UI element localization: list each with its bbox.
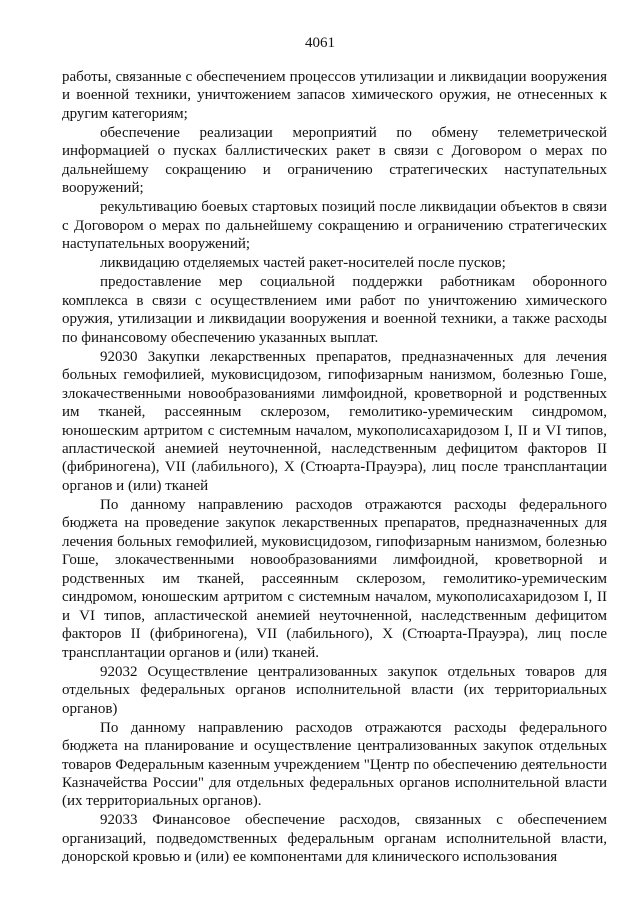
page-number: 4061 <box>305 35 335 51</box>
section-title: Финансовое обеспечение расходов, связанных с обеспечением организаций, подведомственных федеральным органам исполнительной власти, донорской кровью и (или) ее компонентами для клинического использования <box>62 812 608 866</box>
section-92030-heading <box>62 348 607 496</box>
section-code: 92033 <box>100 812 138 829</box>
paragraph-text: работы, связанные с обеспечением процессов утилизации и ликвидации вооружения и военной техники, уничтожением запасов химического оружия, не отнесенных к другим категориям; <box>62 69 607 122</box>
section-92030-description <box>62 496 607 662</box>
paragraph-3 <box>62 198 607 253</box>
section-code: 92032 <box>100 663 138 680</box>
section-code: 92030 <box>100 348 138 365</box>
paragraph-text: рекультивацию боевых стартовых позиций после ликвидации объектов в связи с Договором о мерах по дальнейшему сокращению и ограничению стратегических наступательных вооружений; <box>62 199 607 253</box>
section-92032-description <box>62 719 607 811</box>
paragraph-text: обеспечение реализации мероприятий по обмену телеметрической информацией о пусках баллистических ракет в связи с Договором о мерах по дальнейшему сокращению и ограничению стратегических наступательных вооружений; <box>62 124 607 197</box>
paragraph-text: По данному направлению расходов отражаются расходы федерального бюджета на планирование и осуществление централизованных закупок отдельных товаров Федеральным казенным учреждением "Центр по обеспечению деятельности Казначейства России" для отдельных федеральных органов исполнительной власти (их территориальных органов). <box>62 719 607 810</box>
section-title: Осуществление централизованных закупок отдельных товаров для отдельных федеральных органов исполнительной власти (их территориальных органов) <box>62 663 608 717</box>
paragraph-4 <box>62 254 607 272</box>
document-body <box>62 68 607 867</box>
paragraph-2 <box>62 124 607 198</box>
paragraph-text: предоставление мер социальной поддержки работникам оборонного комплекса в связи с осуществлением ими работ по уничтожению химического оружия, утилизации и ликвидации вооружения и военной техники, а также расходы по финансовому обеспечению указанных выплат. <box>62 274 607 346</box>
paragraph-1 <box>62 68 607 123</box>
section-title: Закупки лекарственных препаратов, предназначенных для лечения больных гемофилией, муковисцидозом, гипофизарным нанизмом, болезнью Гоше, злокачественными новообразованиями лимфоидной, кроветворной и родственных им тканей, рассеянным склерозом, гемолитико-уремическим синдромом, юношеским артритом с системным началом, мукополисахаридозом I, II и VI типов, апластической анемией неуточненной, наследственным дефицитом факторов II (фибриногена), VII (лабильного), X (Стюарта-Прауэра), лиц после трансплантации органов и (или) тканей <box>62 348 607 494</box>
paragraph-text: ликвидацию отделяемых частей ракет-носителей после пусков; <box>100 255 506 272</box>
paragraph-5 <box>62 273 607 347</box>
paragraph-text: По данному направлению расходов отражаются расходы федерального бюджета на проведение закупок лекарственных препаратов, предназначенных для лечения больных гемофилией, муковисцидозом, гипофизарным нанизмом, болезнью Гоше, злокачественными новообразованиями лимфоидной, кроветворной и родственных им тканей, рассеянным склерозом, гемолитико-уремическим синдромом, юношеским артритом с системным началом, мукополисахаридозом I, II и VI типов, апластической анемией неуточненной, наследственным дефицитом факторов II (фибриногена), VII (лабильного), X (Стюарта-Прауэра), лиц после трансплантации органов и (или) тканей. <box>62 496 607 661</box>
section-92033-heading <box>62 811 607 866</box>
section-92032-heading <box>62 663 607 718</box>
